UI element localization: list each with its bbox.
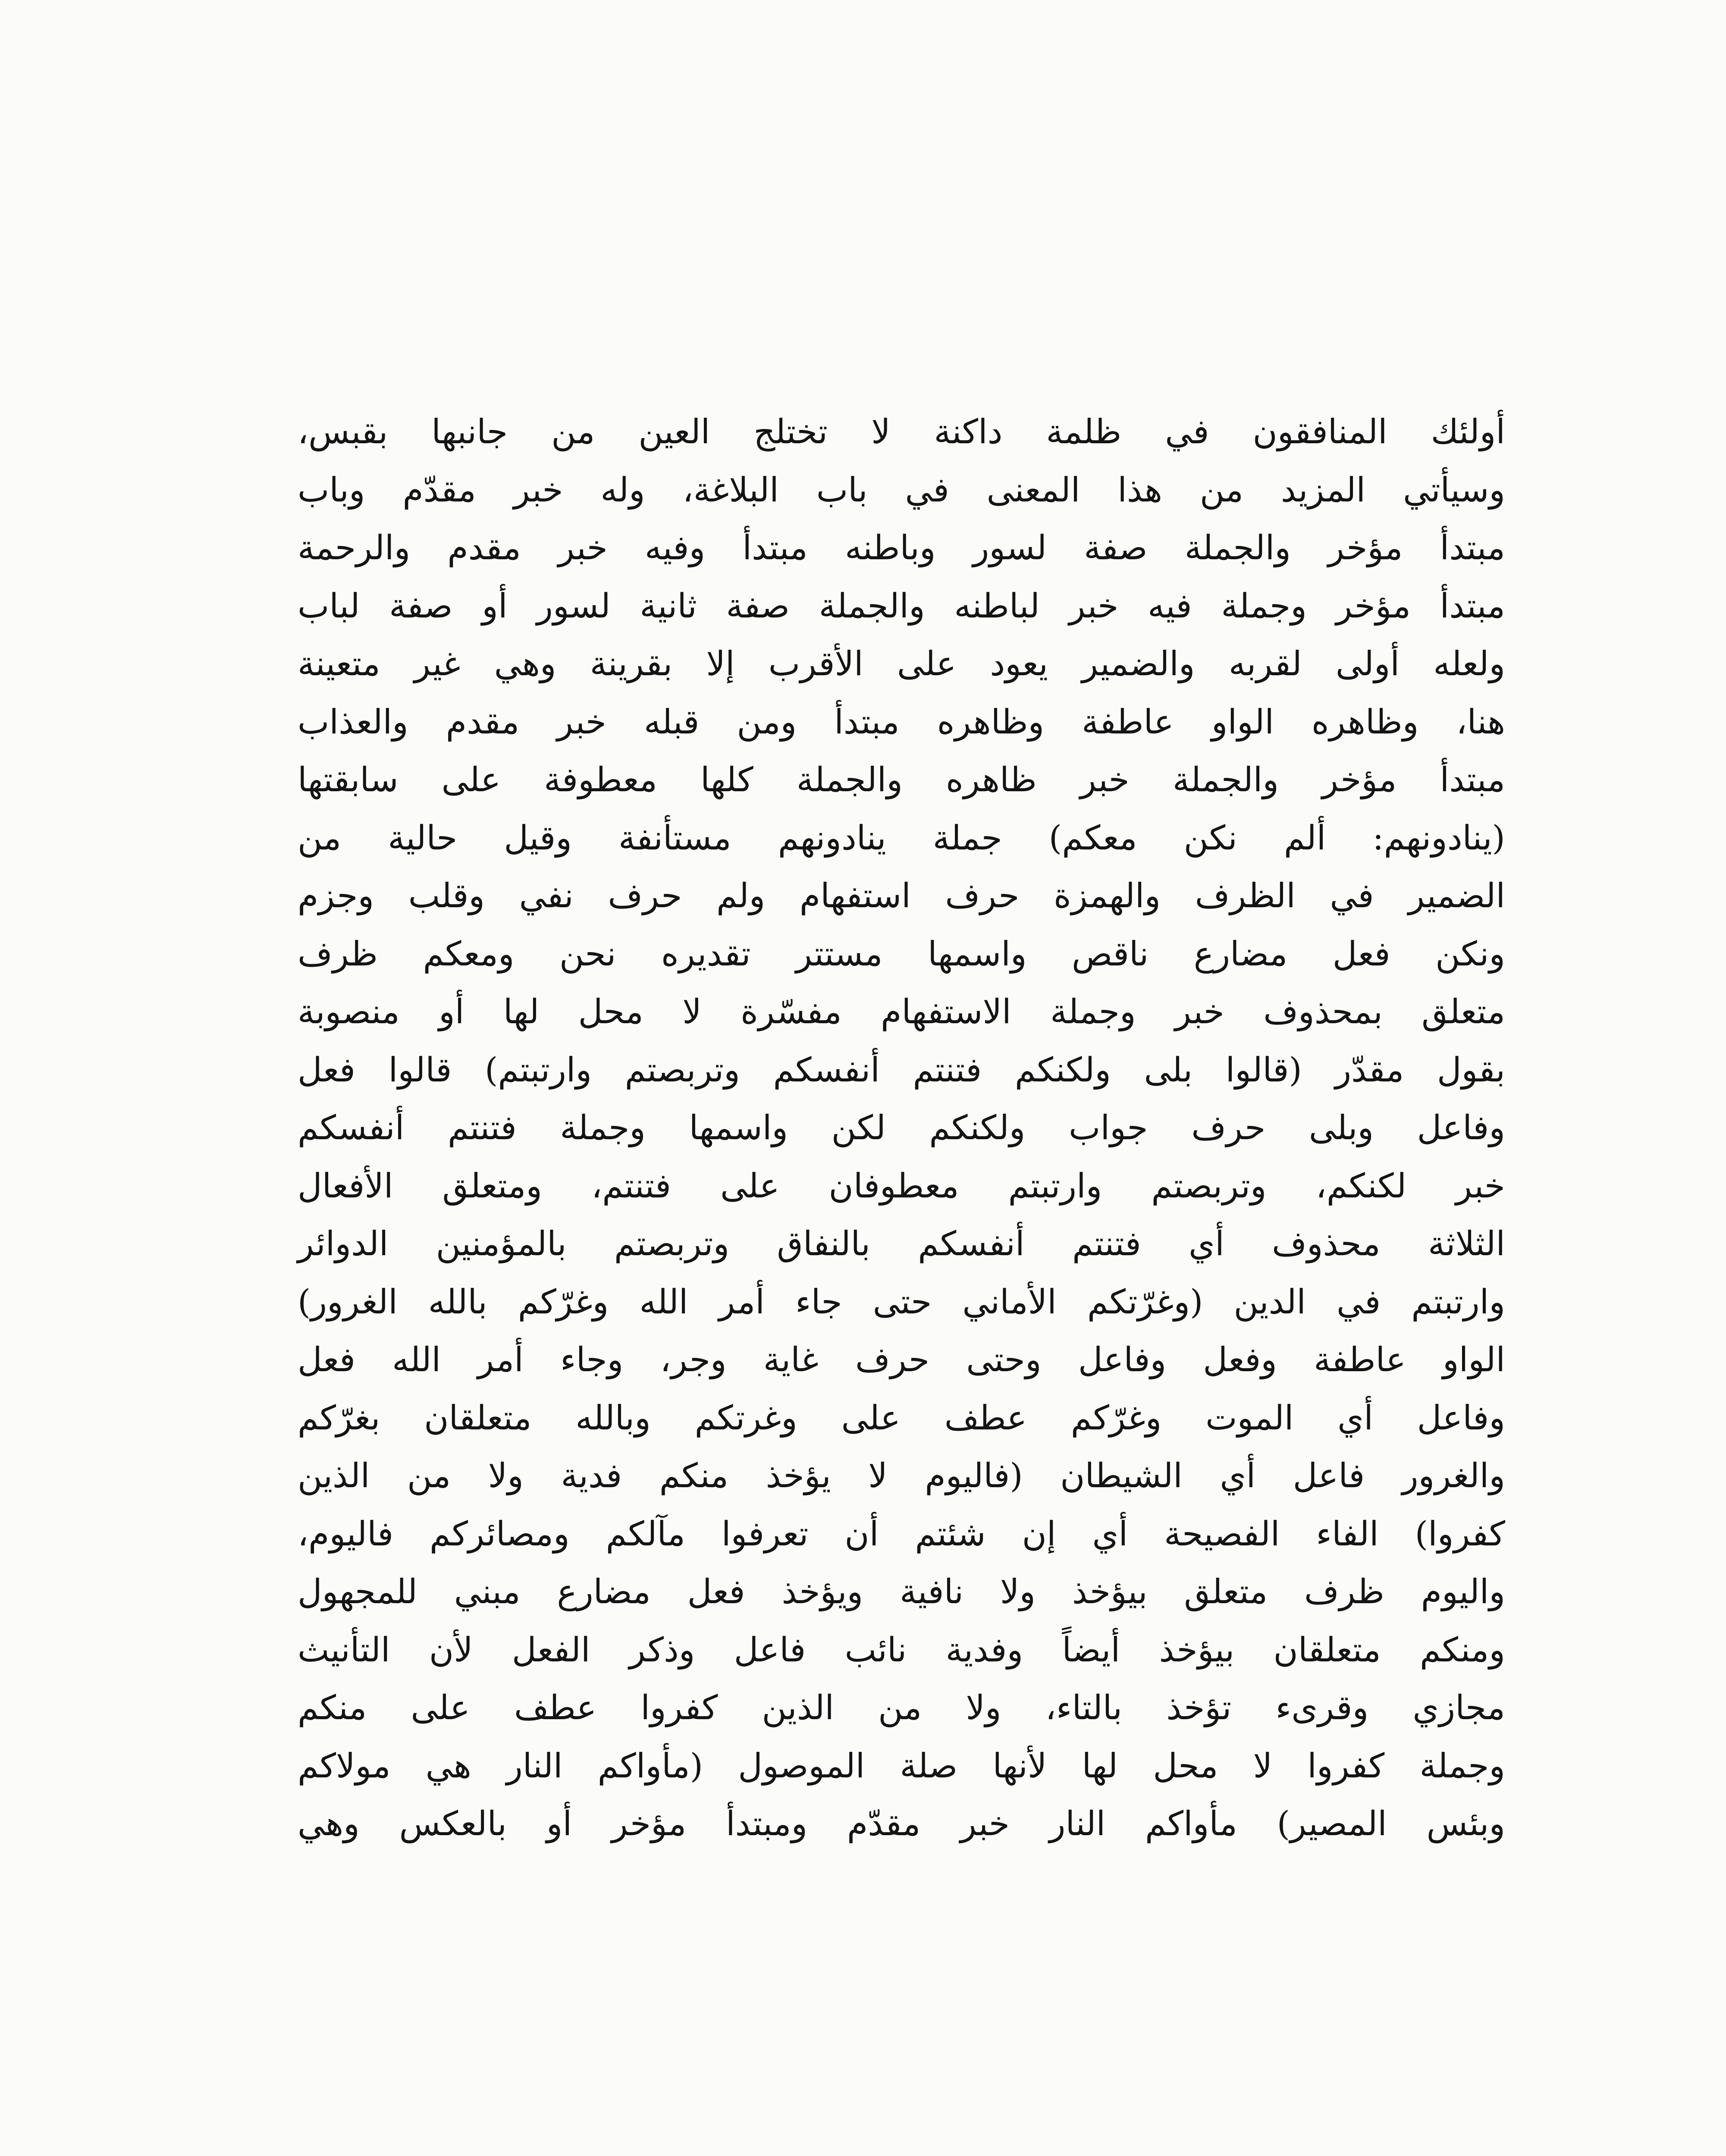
text-line-18: وفاعل أي الموت وغرّكم عطف على وغرتكم وبالله متعلقان بغرّكم: [298, 1398, 1505, 1438]
body-text: [298, 403, 1505, 1853]
text-line-11: متعلق بمحذوف خبر وجملة الاستفهام مفسّرة لا محل لها أو منصوبة: [298, 993, 1505, 1031]
text-line-21: واليوم ظرف متعلق بيؤخذ ولا نافية ويؤخذ فعل مضارع مبني للمجهول: [298, 1573, 1505, 1611]
text-line-7: مبتدأ مؤخر والجملة خبر ظاهره والجملة كلها معطوفة على سابقتها: [298, 761, 1505, 799]
text-line-2: وسيأتي المزيد من هذا المعنى في باب البلاغة، وله خبر مقدّم وباب: [298, 470, 1505, 510]
text-line-20: كفروا) الفاء الفصيحة أي إن شئتم أن تعرفوا مآلكم ومصائركم فاليوم،: [298, 1514, 1505, 1554]
text-line-22: ومنكم متعلقان بيؤخذ أيضاً وفدية نائب فاعل وذكر الفعل لأن التأنيث: [298, 1630, 1505, 1670]
text-line-1: أولئك المنافقون في ظلمة داكنة لا تختلج العين من جانبها بقبس،: [298, 413, 1505, 451]
text-line-23: مجازي وقرىء تؤخذ بالتاء، ولا من الذين كفروا عطف على منكم: [298, 1689, 1505, 1727]
text-line-15: الثلاثة محذوف أي فتنتم أنفسكم بالنفاق وتربصتم بالمؤمنين الدوائر: [298, 1225, 1505, 1263]
text-line-24: وجملة كفروا لا محل لها لأنها صلة الموصول (مأواكم النار هي مولاكم: [298, 1746, 1505, 1786]
text-line-13: وفاعل وبلى حرف جواب ولكنكم لكن واسمها وجملة فتنتم أنفسكم: [298, 1109, 1505, 1147]
text-line-4: مبتدأ مؤخر وجملة فيه خبر لباطنه والجملة صفة ثانية لسور أو صفة لباب: [298, 586, 1505, 626]
text-line-6: هنا، وظاهره الواو عاطفة وظاهره مبتدأ ومن قبله خبر مقدم والعذاب: [298, 702, 1505, 742]
text-line-14: خبر لكنكم، وتربصتم وارتبتم معطوفان على فتنتم، ومتعلق الأفعال: [298, 1166, 1505, 1206]
text-line-8: (ينادونهم: ألم نكن معكم) جملة ينادونهم مستأنفة وقيل حالية من: [298, 818, 1505, 858]
text-line-19: والغرور فاعل أي الشيطان (فاليوم لا يؤخذ منكم فدية ولا من الذين: [298, 1457, 1505, 1495]
text-line-10: ونكن فعل مضارع ناقص واسمها مستتر تقديره نحن ومعكم ظرف: [298, 934, 1506, 974]
text-line-12: بقول مقدّر (قالوا بلى ولكنكم فتنتم أنفسكم وتربصتم وارتبتم) قالوا فعل: [298, 1050, 1505, 1090]
text-line-17: الواو عاطفة وفعل وفاعل وحتى حرف غاية وجر، وجاء أمر الله فعل: [298, 1341, 1505, 1379]
text-line-25: وبئس المصير) مأواكم النار خبر مقدّم ومبتدأ مؤخر أو بالعكس وهي: [298, 1805, 1505, 1843]
text-line-9: الضمير في الظرف والهمزة حرف استفهام ولم حرف نفي وقلب وجزم: [298, 877, 1505, 915]
text-line-5: ولعله أولى لقربه والضمير يعود على الأقرب إلا بقرينة وهي غير متعينة: [298, 645, 1505, 683]
text-line-16: وارتبتم في الدين (وغرّتكم الأماني حتى جاء أمر الله وغرّكم بالله الغرور): [298, 1282, 1505, 1322]
text-line-3: مبتدأ مؤخر والجملة صفة لسور وباطنه مبتدأ وفيه خبر مقدم والرحمة: [298, 529, 1505, 567]
